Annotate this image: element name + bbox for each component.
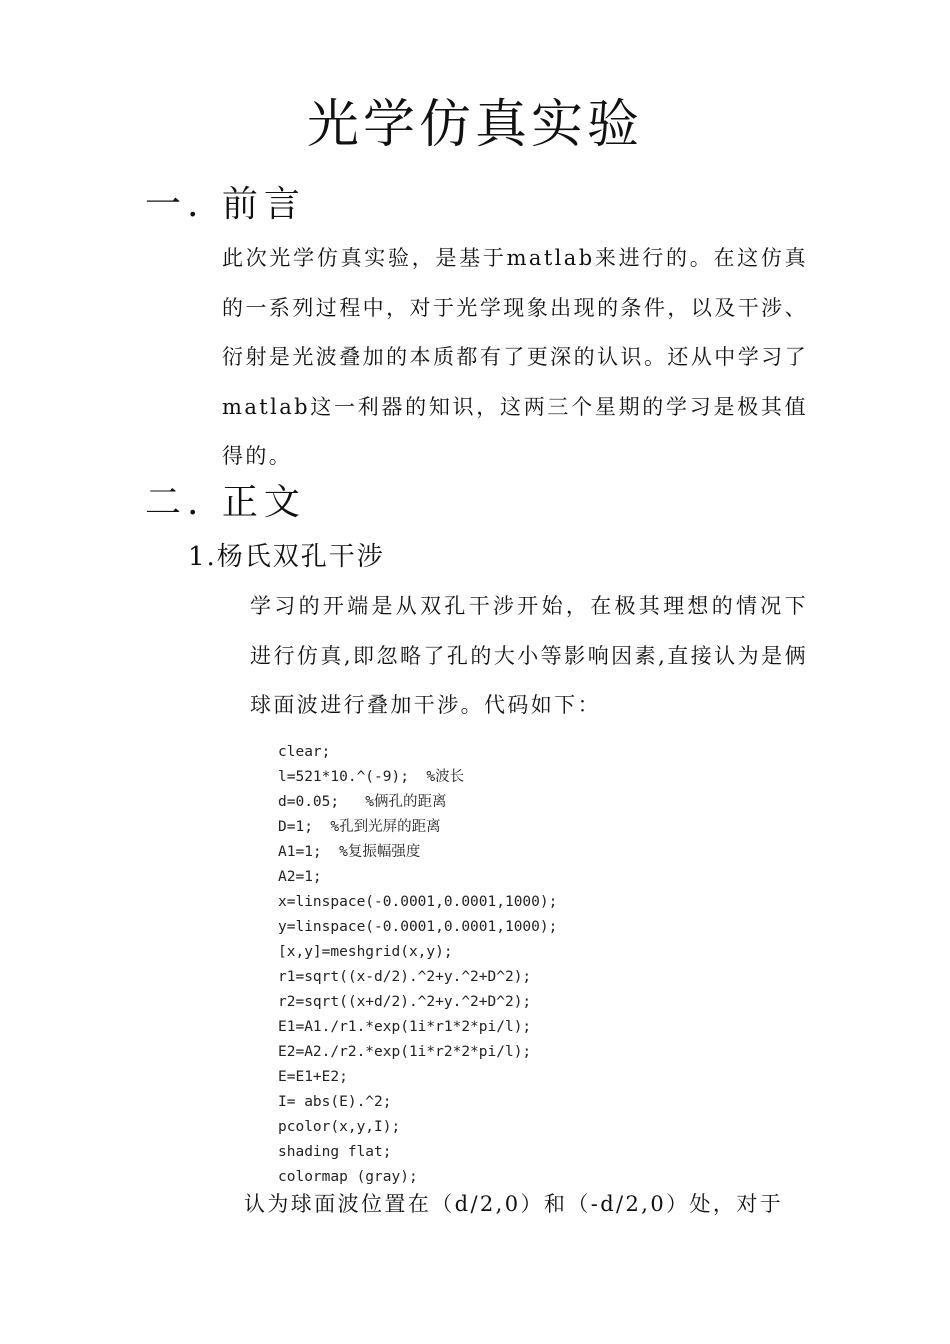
preface-paragraph: 此次光学仿真实验，是基于matlab来进行的。在这仿真的一系列过程中，对于光学现象出现的条件，以及干涉、衍射是光波叠加的本质都有了更深的认识。还从中学习了matlab这一利器的知识，这两三个星期的学习是极其值得的。: [222, 246, 808, 468]
continuation-paragraph: 认为球面波位置在（d/2,0）和（-d/2,0）处，对于: [244, 1192, 784, 1216]
code-line: shading flat;: [278, 1144, 392, 1160]
code-line: y=linspace(-0.0001,0.0001,1000);: [278, 919, 558, 935]
code-line: l=521*10.^(-9); %波长: [278, 769, 465, 785]
code-line: D=1; %孔到光屏的距离: [278, 819, 441, 835]
page-title: 光学仿真实验: [306, 95, 643, 155]
code-line: r2=sqrt((x+d/2).^2+y.^2+D^2);: [278, 994, 532, 1010]
code-line: E2=A2./r2.*exp(1i*r2*2*pi/l);: [278, 1044, 532, 1060]
code-line: clear;: [278, 744, 331, 760]
code-line: pcolor(x,y,I);: [278, 1119, 401, 1135]
code-line: r1=sqrt((x-d/2).^2+y.^2+D^2);: [278, 969, 532, 985]
code-line: E=E1+E2;: [278, 1069, 348, 1085]
subsection-paragraph: 学习的开端是从双孔干涉开始，在极其理想的情况下进行仿真,即忽略了孔的大小等影响因素,直接认为是俩球面波进行叠加干涉。代码如下：: [250, 594, 808, 717]
code-line: I= abs(E).^2;: [278, 1094, 392, 1110]
subsection-heading-young-double-hole: 1.杨氏双孔干涉: [188, 542, 385, 572]
section-heading-body: 二. 正文: [145, 482, 306, 523]
code-line: A2=1;: [278, 869, 322, 885]
code-block: [278, 740, 557, 1190]
section-heading-preface: 一. 前言: [145, 184, 306, 225]
code-line: colormap (gray);: [278, 1169, 418, 1185]
code-line: A1=1; %复振幅强度: [278, 844, 421, 860]
code-line: [x,y]=meshgrid(x,y);: [278, 944, 453, 960]
code-line: d=0.05; %俩孔的距离: [278, 794, 447, 810]
code-line: E1=A1./r1.*exp(1i*r1*2*pi/l);: [278, 1019, 532, 1035]
code-line: x=linspace(-0.0001,0.0001,1000);: [278, 894, 558, 910]
